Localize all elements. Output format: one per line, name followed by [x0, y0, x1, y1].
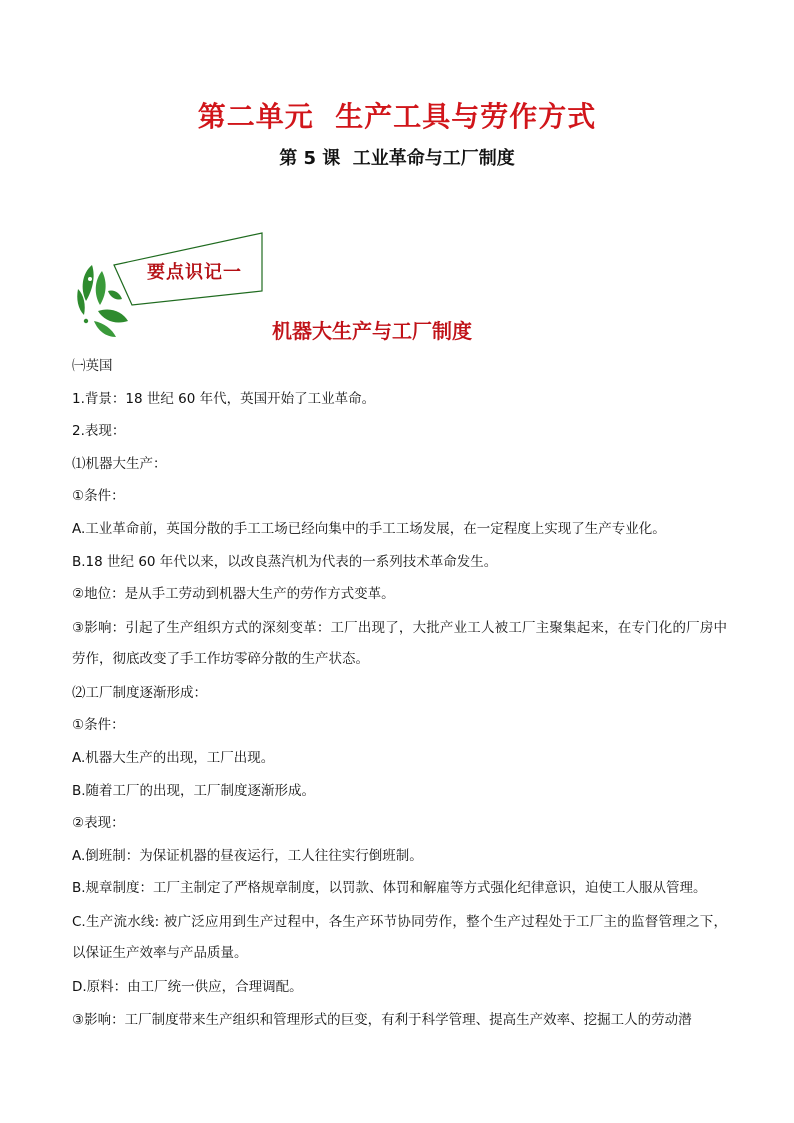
paragraph-line: ②表现： — [72, 815, 125, 832]
paragraph-line: A.倒班制：为保证机器的昼夜运行，工人往往实行倒班制。 — [72, 847, 423, 864]
paragraph-line: ②地位：是从手工劳动到机器大生产的劳作方式变革。 — [72, 586, 395, 603]
section-title-text: 机器大生产与工厂制度 — [272, 319, 472, 343]
paragraph-line: ③影响：引起了生产组织方式的深刻变革：工厂出现了，大批产业工人被工厂主聚集起来，在专门化的厂房中劳作，彻底改变了手工作坊零碎分散的生产状态。 — [72, 619, 727, 667]
paragraph-line: A.工业革命前，英国分散的手工工场已经向集中的手工工场发展，在一定程度上实现了生产专业化。 — [72, 520, 666, 537]
paragraph-line: ①条件： — [72, 488, 125, 505]
paragraph-line: B.随着工厂的出现，工厂制度逐渐形成。 — [72, 782, 316, 799]
paragraph-line: ⑴机器大生产： — [72, 455, 167, 472]
key-points-label: 要点识记一 — [147, 262, 242, 283]
paragraph-line: ③影响：工厂制度带来生产组织和管理形式的巨变，有利于科学管理、提高生产效率、挖掘工人的劳动潜 — [72, 1011, 692, 1028]
document-body — [72, 350, 727, 1036]
lesson-title: 第 5 课 工业革命与工厂制度 — [279, 148, 515, 169]
paragraph-line: D.原料：由工厂统一供应，合理调配。 — [72, 978, 303, 995]
section-title — [0, 316, 744, 346]
unit-title: 第二单元 生产工具与劳作方式 — [197, 100, 597, 133]
paragraph-line: 1.背景：18 世纪 60 年代，英国开始了工业革命。 — [72, 390, 376, 407]
paragraph-line: ㈠英国 — [72, 358, 113, 374]
paragraph-line: B.18 世纪 60 年代以来，以改良蒸汽机为代表的一系列技术革命发生。 — [72, 553, 498, 570]
paragraph-line: ⑵工厂制度逐渐形成： — [72, 684, 207, 701]
paragraph-line: C.生产流水线: 被广泛应用到生产过程中，各生产环节协同劳作，整个生产过程处于工厂主的监督管理之下，以保证生产效率与产品质量。 — [72, 913, 727, 961]
paragraph-line: A.机器大生产的出现，工厂出现。 — [72, 749, 275, 766]
paragraph-line: ①条件： — [72, 717, 125, 734]
paragraph-line: B.规章制度：工厂主制定了严格规章制度，以罚款、体罚和解雇等方式强化纪律意识，迫使工人服从管理。 — [72, 880, 707, 897]
paragraph-line: 2.表现： — [72, 423, 126, 440]
